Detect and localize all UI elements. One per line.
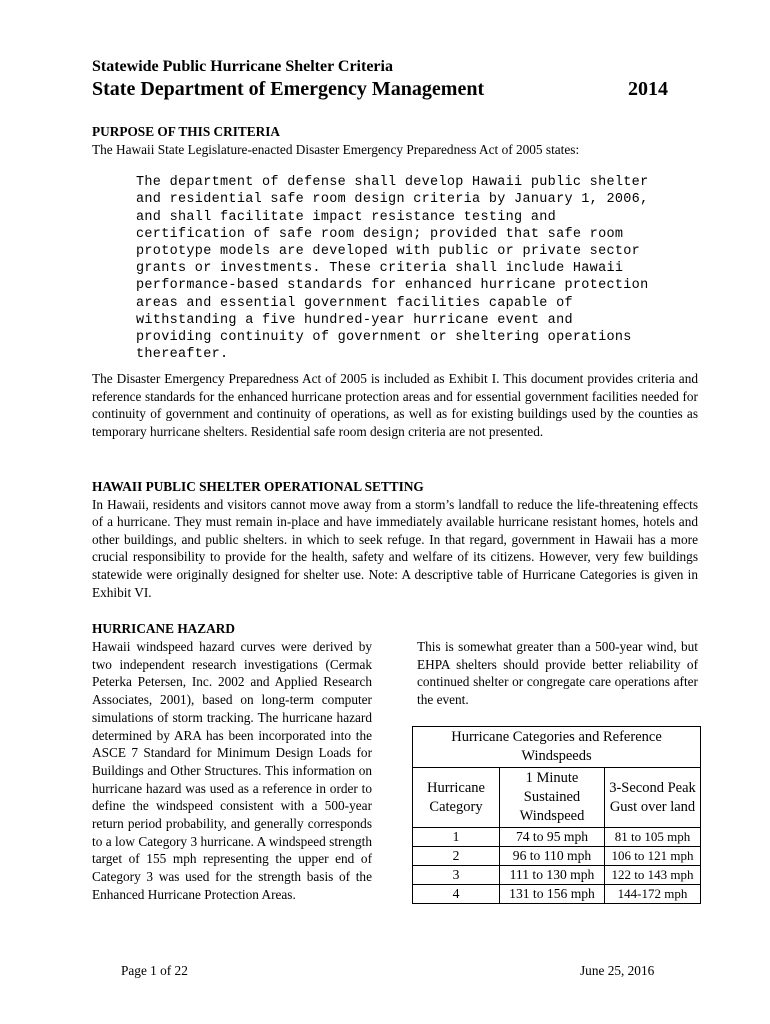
table-row [413,847,701,866]
cell-gust: 106 to 121 mph [605,847,701,866]
cell-sustained: 74 to 95 mph [500,828,605,847]
quote-line: and shall facilitate impact resistance testing and [136,209,557,225]
table-row [413,885,701,904]
cell-sustained: 111 to 130 mph [500,866,605,885]
cell-category: 1 [413,828,500,847]
hazard-heading: HURRICANE HAZARD [92,621,235,636]
cell-gust: 122 to 143 mph [605,866,701,885]
hurricane-categories-table [412,726,701,904]
purpose-body: The Disaster Emergency Preparedness Act of 2005 is included as Exhibit I. This document provides criteria and reference standards for the enhanced hurricane protection areas and for essential government facilities needed for continuity of government and continuity of operations, as well as for existing buildings used by the counties as temporary hurricane shelters. Residential safe room design criteria are not presented. [92,371,698,439]
quote-line: certification of safe room design; provided that safe room [136,226,624,242]
setting-section [92,478,698,601]
quote-line: thereafter. [136,347,229,363]
table-row [413,828,701,847]
hazard-left-text: Hawaii windspeed hazard curves were derived by two independent research investigations (Cermak Peterka Petersen, Inc. 2002 and Applied Research Associates, 2001), based on long-term computer simulations of storm tracking. The hurricane hazard determined by ARA has been incorporated into the ASCE 7 Standard for Minimum Design Loads for Buildings and Other Structures. This information on hurricane hazard was used as a reference in order to define the windspeed consistent with a 500-year return period probability, and generally corresponds to a low Category 3 hurricane. A windspeed strength target of 155 mph representing the upper end of Category 3 was used for the strength basis of the Enhanced Hurricane Protection Areas. [92,639,372,902]
quote-line: prototype models are developed with public or private sector [136,244,641,260]
document-title: State Department of Emergency Management [92,78,485,100]
cell-gust: 144-172 mph [605,885,701,904]
purpose-heading: PURPOSE OF THIS CRITERIA [92,124,281,139]
table-row [413,866,701,885]
quote-line: providing continuity of government or sheltering operations [136,330,632,346]
quote-line: The department of defense shall develop Hawaii public shelter [136,175,649,191]
table-caption: Hurricane Categories and Reference Windspeeds [413,727,701,768]
hazard-right-text: This is somewhat greater than a 500-year wind, but EHPA shelters should provide better reliability of continued shelter or congregate care operations after the event. [417,639,698,707]
quote-line: performance-based standards for enhanced hurricane protection [136,278,649,294]
setting-heading: HAWAII PUBLIC SHELTER OPERATIONAL SETTING [92,479,424,494]
col-header-category: Hurricane Category [413,768,500,828]
quote-line: areas and essential government facilities capable of [136,295,573,311]
cell-category: 2 [413,847,500,866]
cell-category: 3 [413,866,500,885]
cell-category: 4 [413,885,500,904]
act-quote [136,157,706,398]
setting-body: In Hawaii, residents and visitors cannot move away from a storm’s landfall to reduce the life-threatening effects of a hurricane. They must remain in-place and have immediately available hurricane resistant homes, hotels and other buildings, and public shelters. in which to seek refuge. In that regard, government in Hawaii has a more crucial responsibility to provide for the health, safety and welfare of its citizens. However, very few buildings statewide were originally designed for shelter use. Note: A descriptive table of Hurricane Categories is given in Exhibit VI. [92,496,698,600]
quote-line: withstanding a five hundred-year hurricane event and [136,312,573,328]
document-date: June 25, 2016 [580,963,655,978]
quote-line: grants or investments. These criteria shall include Hawaii [136,261,624,277]
cell-sustained: 96 to 110 mph [500,847,605,866]
purpose-section [92,123,698,158]
quote-line: and residential safe room design criteria by January 1, 2006, [136,192,649,208]
purpose-intro: The Hawaii State Legislature-enacted Disaster Emergency Preparedness Act of 2005 states: [92,141,580,157]
document-subtitle: Statewide Public Hurricane Shelter Criteria [92,58,393,75]
document-year: 2014 [628,78,668,100]
col-header-sustained: 1 Minute Sustained Windspeed [500,768,605,828]
cell-gust: 81 to 105 mph [605,828,701,847]
col-header-gust: 3-Second Peak Gust over land [605,768,701,828]
cell-sustained: 131 to 156 mph [500,885,605,904]
page-number: Page 1 of 22 [121,963,188,978]
